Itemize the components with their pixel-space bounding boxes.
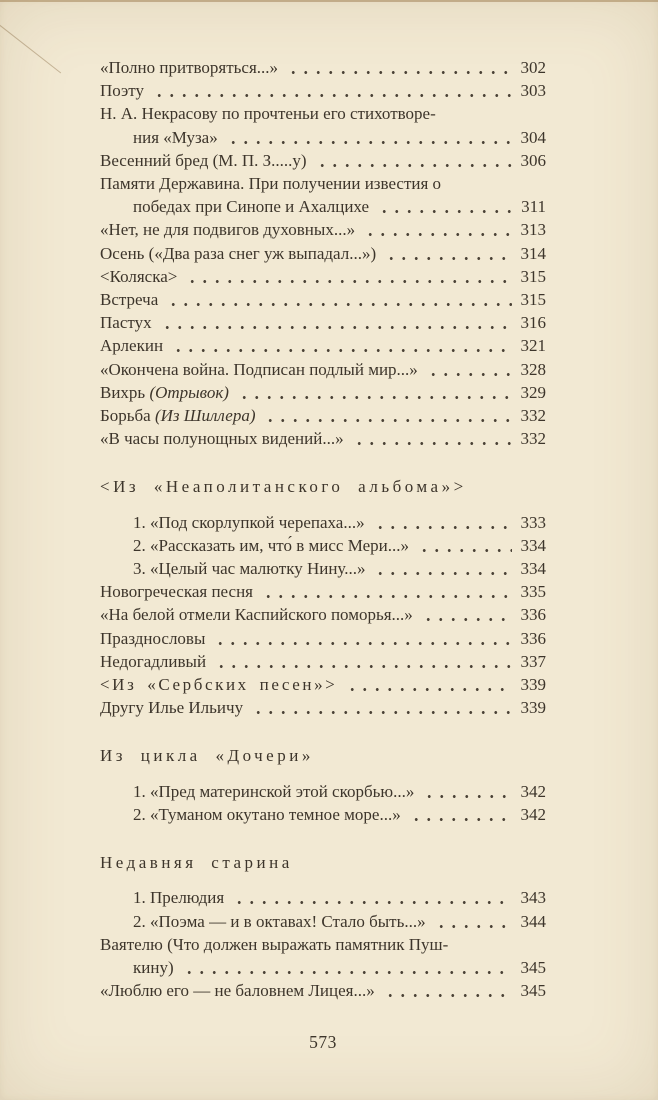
page-number: 573 [309, 1032, 337, 1053]
dot-leader [377, 195, 512, 218]
toc-entry [100, 56, 546, 79]
dot-leader [345, 673, 512, 696]
toc-entry [100, 910, 546, 933]
toc-entry-page: 303 [520, 81, 546, 101]
toc-entry [100, 172, 546, 195]
section-heading: <Из «Неаполитанского альбома»> [100, 477, 467, 497]
toc-entry [100, 242, 546, 265]
toc-entry-title: Встреча [100, 290, 159, 310]
toc-entry [100, 311, 546, 334]
toc-entry [100, 195, 546, 218]
dot-leader [409, 803, 512, 826]
toc-entry-title: «Нет, не для подвигов духовных...» [100, 220, 356, 240]
toc-entry-page: 345 [520, 957, 546, 977]
toc-entry-page: 339 [520, 698, 546, 718]
toc-entry [100, 650, 546, 673]
dot-leader [261, 580, 512, 603]
dot-leader [214, 650, 512, 673]
toc-entry-title: «Люблю его — не баловнем Лицея...» [100, 981, 375, 1001]
toc-entry-title: Вихрь (Отрывок) [100, 382, 229, 402]
toc-entry-title: «В часы полунощных видений...» [100, 429, 344, 449]
toc-entry-page: 333 [520, 512, 546, 532]
toc-entry-page: 332 [520, 429, 546, 449]
toc-entry [100, 149, 546, 172]
toc-entry-page: 342 [520, 781, 546, 801]
toc-entry-page: 336 [520, 605, 546, 625]
toc-entry-title: Памяти Державина. При получении известия о [100, 174, 442, 194]
toc-entry-title: «На белой отмели Каспийского поморья...» [100, 605, 413, 625]
toc-entry [100, 511, 546, 534]
dot-leader [251, 696, 512, 719]
toc-entry-title: Н. А. Некрасову по прочтеньи его стихотворе- [100, 104, 436, 124]
toc-entry-title: 1. Прелюдия [133, 888, 225, 908]
dot-leader [363, 218, 512, 241]
toc-entry-page: 315 [520, 290, 546, 310]
toc-entry-title: Осень («Два раза снег уж выпадал...») [100, 243, 377, 263]
toc-entry [100, 265, 546, 288]
toc-entry [100, 780, 546, 803]
toc-entry-page: 334 [520, 559, 546, 579]
toc-entry-page: 304 [520, 127, 546, 147]
dot-leader [426, 358, 512, 381]
toc-entry-title: «Полно притворяться...» [100, 58, 279, 77]
toc-entry [100, 673, 546, 696]
toc-entry [100, 886, 546, 909]
section-heading: Из цикла «Дочери» [100, 746, 314, 766]
toc-entry [100, 627, 546, 650]
toc-entry-page: 343 [520, 888, 546, 908]
toc-entry-title: Другу Илье Ильичу [100, 698, 244, 718]
toc-entry [100, 933, 546, 956]
dot-leader [417, 534, 512, 557]
dot-leader [213, 627, 512, 650]
toc-entry-page: 344 [520, 911, 546, 931]
scan-edge-artifact [0, 0, 658, 2]
toc-entry-page: 316 [520, 313, 546, 333]
toc-entry-title: Весенний бред (М. П. З.....у) [100, 150, 307, 170]
dot-leader [352, 427, 512, 450]
toc-entry-page: 302 [520, 58, 546, 77]
toc-entry-title: Ваятелю (Что должен выражать памятник Пуш- [100, 934, 449, 954]
toc-entry-title: Борьба (Из Шиллера) [100, 406, 256, 426]
dot-leader [232, 886, 512, 909]
toc-entry-title: Недогадливый [100, 651, 207, 671]
toc-entry-title: Арлекин [100, 336, 164, 356]
dot-leader [421, 603, 512, 626]
toc-entry [100, 218, 546, 241]
toc-entry-title: 3. «Целый час малютку Нину...» [133, 559, 366, 579]
toc-entry [100, 404, 546, 427]
toc-entry-title: <Из «Сербских песен»> [100, 675, 338, 695]
toc-entry-page: 339 [520, 675, 546, 695]
toc-entry-title: Новогреческая песня [100, 582, 253, 602]
toc-entry-title: Пастух [100, 313, 152, 333]
toc-entry-title: 2. «Туманом окутано темное море...» [133, 804, 401, 824]
toc-entry [100, 288, 546, 311]
toc-entry-page: 306 [520, 150, 546, 170]
toc-entry [100, 126, 546, 149]
toc-entry [100, 803, 546, 826]
toc-entry [100, 381, 546, 404]
toc-entry-title: ния «Муза» [133, 127, 218, 147]
toc-entry-page: 314 [520, 243, 546, 263]
dot-leader [185, 265, 512, 288]
toc-entry-page: 329 [520, 382, 546, 402]
toc-entry-page: 332 [520, 406, 546, 426]
toc-entry [100, 102, 546, 125]
toc-list [100, 56, 546, 1002]
dot-leader [434, 910, 512, 933]
toc-entry-page: 342 [520, 804, 546, 824]
toc-entry [100, 358, 546, 381]
dot-leader [315, 149, 512, 172]
toc-entry-page: 315 [520, 266, 546, 286]
toc-entry-title: «Окончена война. Подписан подлый мир...» [100, 359, 418, 379]
toc-entry [100, 603, 546, 626]
dot-leader [384, 242, 512, 265]
toc-entry [100, 956, 546, 979]
dot-leader [166, 288, 512, 311]
dot-leader [160, 311, 512, 334]
dot-leader [182, 956, 512, 979]
toc-entry-title: кину) [133, 957, 174, 977]
toc-entry-title: 1. «Пред материнской этой скорбью...» [133, 781, 415, 801]
toc-entry [100, 580, 546, 603]
toc-entry-page: 345 [520, 981, 546, 1001]
dot-leader [383, 979, 512, 1002]
dot-leader [373, 511, 512, 534]
toc-entry-title-italic: (Отрывок) [149, 382, 229, 402]
toc-entry [100, 557, 546, 580]
dot-leader [373, 557, 512, 580]
toc-entry-page: 334 [520, 535, 546, 555]
toc-entry-page: 337 [520, 651, 546, 671]
dot-leader [152, 79, 512, 102]
toc-entry-page: 321 [520, 336, 546, 356]
dot-leader [237, 381, 512, 404]
toc-entry-title: 1. «Под скорлупкой черепаха...» [133, 512, 365, 532]
toc-entry [100, 979, 546, 1002]
toc-entry [100, 534, 546, 557]
toc-entry-page: 313 [520, 220, 546, 240]
dot-leader [171, 334, 512, 357]
dot-leader [286, 56, 512, 79]
toc-entry [100, 696, 546, 719]
toc-entry [100, 334, 546, 357]
section-heading: Недавняя старина [100, 853, 293, 873]
toc-page [100, 56, 546, 1053]
toc-entry-title: 2. «Поэма — и в октавах! Стало быть...» [133, 911, 426, 931]
toc-entry-page: 336 [520, 628, 546, 648]
dot-leader [263, 404, 512, 427]
scan-crease-artifact [0, 14, 61, 73]
toc-entry-title: Поэту [100, 81, 144, 101]
toc-entry-title-italic: (Из Шиллера) [154, 406, 256, 426]
toc-entry-page: 335 [520, 582, 546, 602]
dot-leader [226, 126, 512, 149]
toc-entry [100, 427, 546, 450]
toc-entry-title: Празднословы [100, 628, 206, 648]
toc-entry-title: 2. «Рассказать им, что́ в мисс Мери...» [133, 535, 410, 555]
dot-leader [422, 780, 512, 803]
toc-entry-title: победах при Синопе и Ахалцихе [133, 197, 370, 217]
toc-entry [100, 79, 546, 102]
toc-entry-page: 311 [521, 197, 546, 217]
toc-entry-page: 328 [520, 359, 546, 379]
toc-entry-title: <Коляска> [100, 266, 178, 286]
